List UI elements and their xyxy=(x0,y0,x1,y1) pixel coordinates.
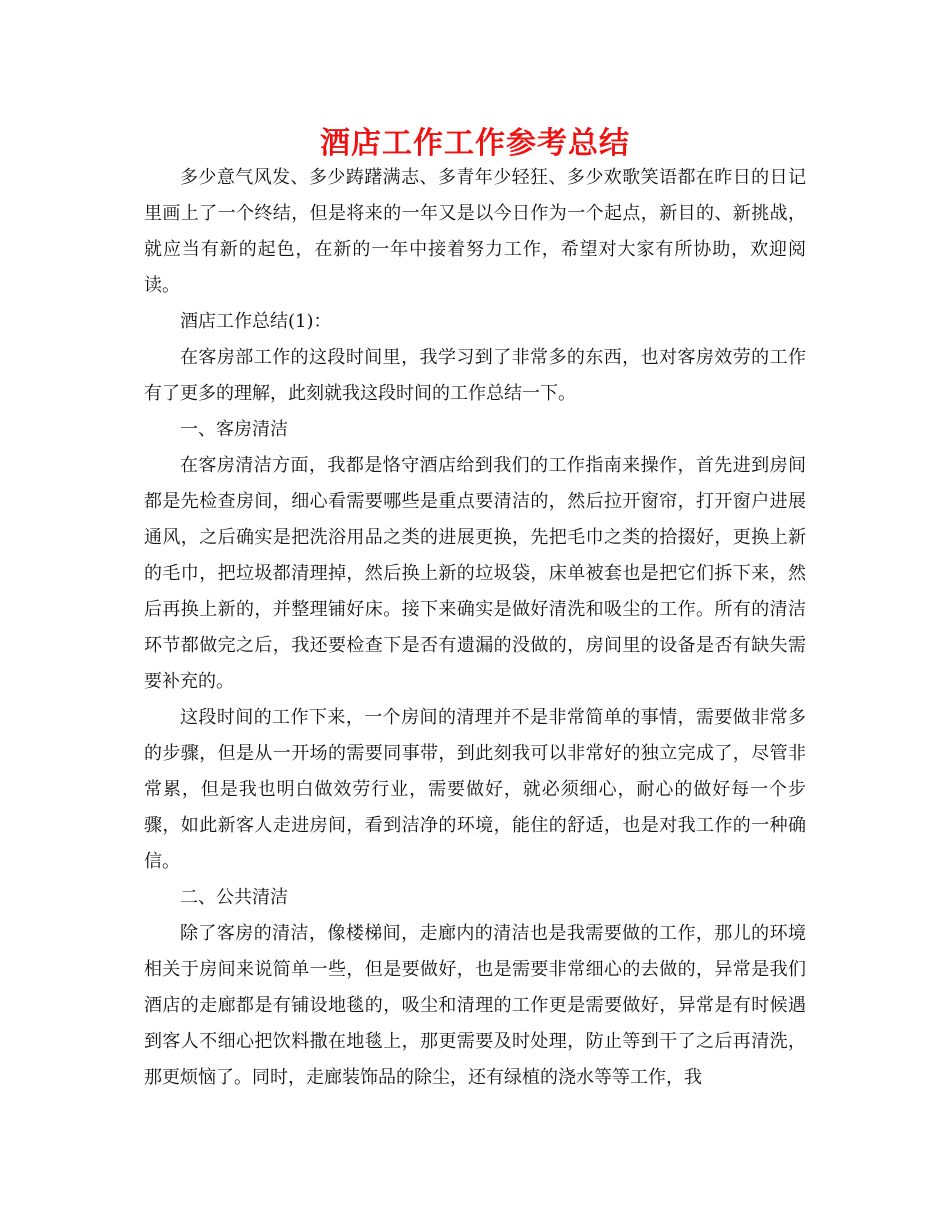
section-heading: 二、公共清洁 xyxy=(180,887,288,908)
body-paragraph: 在客房部工作的这段时间里，我学习到了非常多的东西，也对客房效劳的工作有了更多的理解，此刻就我这段时间的工作总结一下。 xyxy=(144,347,806,404)
document-body xyxy=(144,160,806,1096)
intro-paragraph: 多少意气风发、多少踌躇满志、多青年少轻狂、多少欢歌笑语都在昨日的日记里画上了一个终结，但是将来的一年又是以今日作为一个起点，新目的、新挑战，就应当有新的起色，在新的一年中接着努力工作，希望对大家有所协助，欢迎阅读。 xyxy=(144,167,806,296)
body-paragraph: 除了客房的清洁，像楼梯间，走廊内的清洁也是我需要做的工作，那儿的环境相关于房间来说简单一些，但是要做好，也是需要非常细心的去做的，异常是我们酒店的走廊都是有铺设地毯的，吸尘和清理的工作更是需要做好，异常是有时候遇到客人不细心把饮料撒在地毯上，那更需要及时处理，防止等到干了之后再清洗，那更烦恼了。同时，走廊装饰品的除尘，还有绿植的浇水等等工作，我 xyxy=(144,923,806,1088)
section-heading: 一、客房清洁 xyxy=(180,419,288,440)
section-heading: 酒店工作总结(1)： xyxy=(180,311,332,332)
document-title: 酒店工作工作参考总结 xyxy=(320,126,630,161)
body-paragraph: 在客房清洁方面，我都是恪守酒店给到我们的工作指南来操作，首先进到房间都是先检查房间，细心看需要哪些是重点要清洁的，然后拉开窗帘，打开窗户进展通风，之后确实是把洗浴用品之类的进展更换，先把毛巾之类的拾掇好，更换上新的毛巾，把垃圾都清理掉，然后换上新的垃圾袋，床单被套也是把它们拆下来，然后再换上新的，并整理铺好床。接下来确实是做好清洗和吸尘的工作。所有的清洁环节都做完之后，我还要检查下是否有遗漏的没做的，房间里的设备是否有缺失需要补充的。 xyxy=(144,455,806,692)
body-paragraph: 这段时间的工作下来，一个房间的清理并不是非常简单的事情，需要做非常多的步骤，但是从一开场的需要同事带，到此刻我可以非常好的独立完成了，尽管非常累，但是我也明白做效劳行业，需要做好，就必须细心，耐心的做好每一个步骤，如此新客人走进房间，看到洁净的环境，能住的舒适，也是对我工作的一种确信。 xyxy=(144,707,806,872)
